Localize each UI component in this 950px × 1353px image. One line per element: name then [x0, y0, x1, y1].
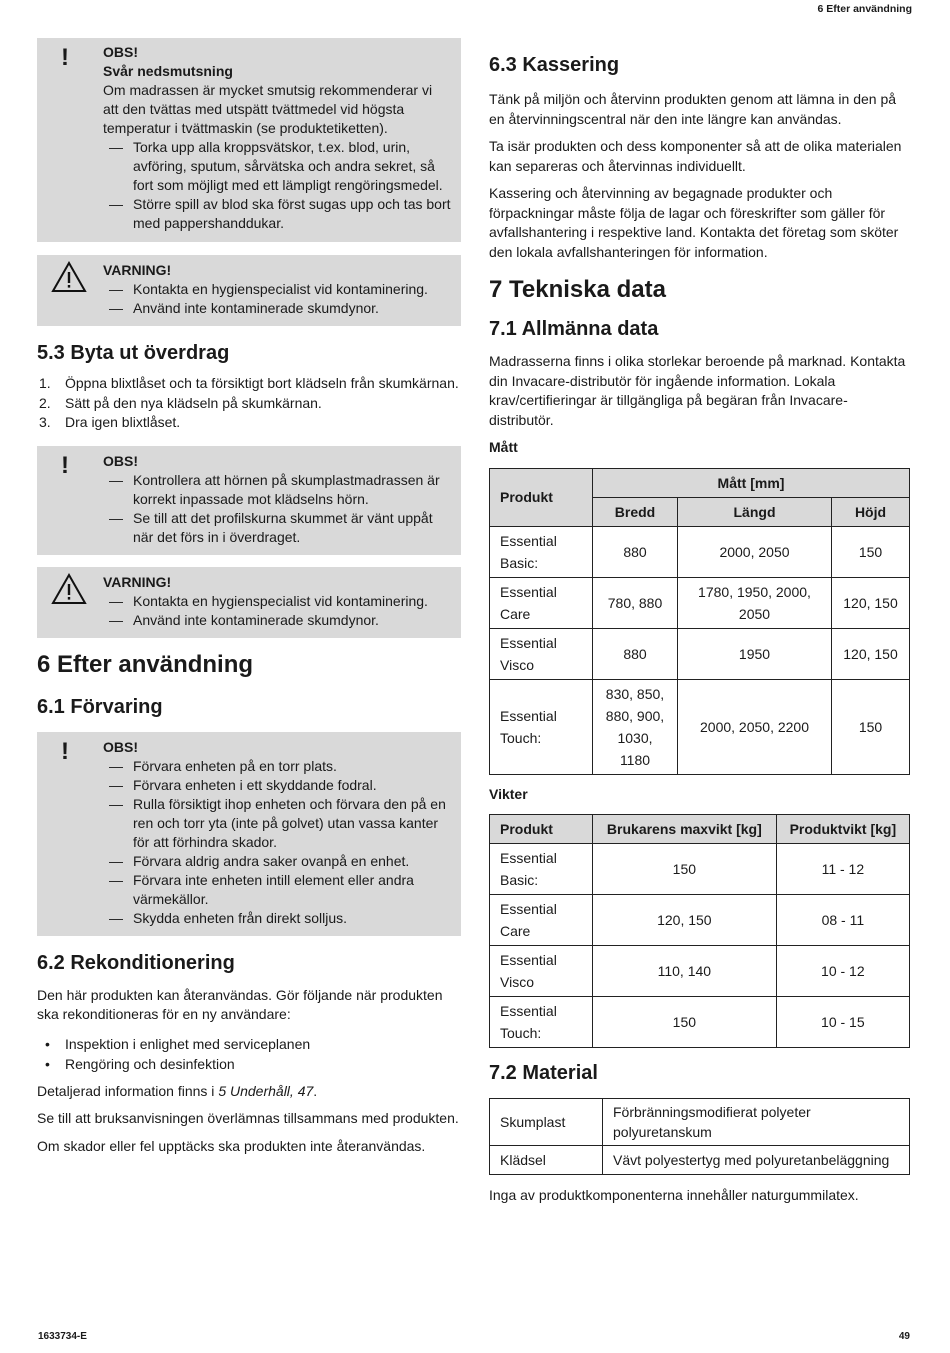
heading-6-3: 6.3 Kassering — [489, 54, 620, 76]
paragraph: Den här produkten kan återanvändas. Gör följande när produkten ska rekonditioneras för en ny användare: — [37, 986, 443, 1022]
subheading-dimensions: Mått — [489, 439, 518, 455]
step-text: Öppna blixtlåset och ta försiktigt bort klädseln från skumkärnan. — [65, 375, 459, 391]
running-header: 6 Efter användning — [817, 3, 912, 15]
paragraph-reference — [37, 1082, 461, 1102]
cell: Essential Touch: — [490, 997, 593, 1048]
warning-item: — Använd inte kontaminerade skumdynor. — [103, 299, 451, 318]
table-row — [490, 628, 910, 679]
notice-subtitle: Svår nedsmutsning — [103, 63, 233, 79]
steps-list — [37, 374, 461, 433]
heading-6-1: 6.1 Förvaring — [37, 695, 163, 718]
exclamation-icon: ! — [61, 44, 69, 71]
column-header: Produkt — [490, 815, 593, 844]
table-row — [490, 946, 910, 997]
cell: 11 - 12 — [776, 844, 909, 895]
table-row — [490, 844, 910, 895]
page-number: 49 — [898, 1331, 910, 1342]
warning-title: VARNING! — [103, 573, 172, 590]
cell: Förbränningsmodifierat polyeter polyuretanskum — [603, 1099, 910, 1146]
cell: Klädsel — [490, 1146, 603, 1175]
notice-text: Om madrassen är mycket smutsig rekommenderar vi att den tvättas med utspätt tvättmedel vid högsta temperatur i tvättmaskin (se produktetiketten). — [103, 82, 433, 136]
cell: Skumplast — [490, 1099, 603, 1146]
notice-title: OBS! — [103, 44, 138, 60]
cell: 10 - 12 — [776, 946, 909, 997]
cell: 2000, 2050, 2200 — [678, 679, 832, 774]
notice-box-soiling — [37, 38, 461, 242]
warning-item: — Kontakta en hygienspecialist vid kontaminering. — [103, 592, 451, 611]
column-header: Höjd — [832, 497, 910, 526]
text: Detaljerad information finns i — [37, 1082, 219, 1099]
cell: 08 - 11 — [776, 895, 909, 946]
cell: 120, 150 — [593, 895, 777, 946]
document-id: 1633734-E — [38, 1331, 87, 1342]
cell: 120, 150 — [832, 628, 910, 679]
step-text: Sätt på den nya klädseln på skumkärnan. — [65, 394, 322, 411]
table-row — [490, 577, 910, 628]
cell: Essential Basic: — [490, 526, 593, 577]
cell: 1780, 1950, 2000, 2050 — [678, 577, 832, 628]
dimensions-table — [489, 468, 910, 775]
heading-7-1: 7.1 Allmänna data — [489, 318, 659, 340]
column-header: Brukarens maxvikt [kg] — [593, 815, 777, 844]
column-header: Längd — [678, 497, 832, 526]
notice-item: — Skydda enheten från direkt solljus. — [103, 909, 451, 928]
warning-box-2 — [37, 567, 461, 638]
paragraph: Inga av produktkomponenterna innehåller naturgummilatex. — [489, 1187, 859, 1203]
step-item — [37, 374, 461, 394]
notice-item: — Större spill av blod ska först sugas upp och tas bort med pappershanddukar. — [103, 195, 451, 233]
paragraph: Ta isär produkten och dess komponenter så att de olika materialen kan separeras och återvinnas individuellt. — [489, 138, 902, 174]
cell: 150 — [832, 679, 910, 774]
notice-title: OBS! — [103, 738, 138, 755]
notice-item: — Kontrollera att hörnen på skumplastmadrassen är korrekt inpassade mot klädselns hörn. — [103, 471, 451, 509]
heading-6: 6 Efter användning — [37, 650, 254, 678]
table-row — [490, 1146, 910, 1175]
notice-item: — Se till att det profilskurna skummet är vänt uppåt när det förs in i överdraget. — [103, 509, 451, 547]
warning-triangle-icon — [51, 261, 87, 293]
cell: 10 - 15 — [776, 997, 909, 1048]
column-header: Mått [mm] — [593, 468, 910, 497]
paragraph: Om skador eller fel upptäcks ska produkten inte återanvändas. — [37, 1137, 426, 1154]
cell: 110, 140 — [593, 946, 777, 997]
notice-item: — Torka upp alla kroppsvätskor, t.ex. blod, urin, avföring, sputum, sårvätska och andra sekret, så fort som möjligt med ett lämpligt rengöringsmedel. — [103, 138, 451, 195]
notice-box-corners — [37, 446, 461, 555]
step-number: 2. — [39, 394, 51, 411]
cell: 1950 — [678, 628, 832, 679]
cross-reference-link[interactable]: 5 Underhåll, 47 — [218, 1082, 314, 1099]
paragraph: Se till att bruksanvisningen överlämnas tillsammans med produkten. — [37, 1110, 459, 1126]
cell: 150 — [593, 844, 777, 895]
warning-item: — Kontakta en hygienspecialist vid kontaminering. — [103, 280, 451, 299]
table-row — [490, 895, 910, 946]
step-text: Dra igen blixtlåset. — [65, 414, 181, 430]
notice-item: — Förvara enheten på en torr plats. — [103, 757, 451, 776]
paragraph: Madrasserna finns i olika storlekar beroende på marknad. Kontakta din Invacare-distributör för ingående information. Lokala krav/certifieringar är tillgängliga på begäran från Invacare-distributör. — [489, 353, 906, 428]
table-row — [490, 679, 910, 774]
column-header: Produktvikt [kg] — [776, 815, 909, 844]
cell: 150 — [593, 997, 777, 1048]
cell: 880 — [593, 628, 678, 679]
notice-box-storage — [37, 732, 461, 936]
cell: 150 — [832, 526, 910, 577]
bullet-item: • Rengöring och desinfektion — [37, 1054, 461, 1074]
exclamation-icon: ! — [61, 737, 69, 765]
notice-title: OBS! — [103, 452, 138, 469]
notice-item: — Förvara inte enheten intill element eller andra värmekällor. — [103, 871, 451, 909]
text: . — [313, 1082, 318, 1099]
heading-6-2: 6.2 Rekonditionering — [37, 951, 235, 974]
exclamation-icon: ! — [61, 451, 69, 479]
paragraph: Tänk på miljön och återvinn produkten genom att lämna in den på en återvinningscentral när den inte längre kan användas. — [489, 91, 897, 127]
table-row — [490, 997, 910, 1048]
heading-7-2: 7.2 Material — [489, 1062, 598, 1084]
warning-box-1 — [37, 255, 461, 326]
material-table — [489, 1098, 910, 1175]
column-header: Produkt — [490, 468, 593, 526]
paragraph: Kassering och återvinning av begagnade produkter och förpackningar måste följa de lagar och föreskrifter som gäller för avfallshantering i respektive land. Kontakta det företag som sköter den lokala avfallshanteringen för information. — [489, 185, 899, 260]
heading-7: 7 Tekniska data — [489, 276, 666, 303]
cell: Essential Visco — [490, 628, 593, 679]
table-row — [490, 526, 910, 577]
heading-5-3: 5.3 Byta ut överdrag — [37, 342, 230, 364]
cell: 2000, 2050 — [678, 526, 832, 577]
warning-triangle-icon — [51, 573, 87, 605]
cell: 120, 150 — [832, 577, 910, 628]
left-column — [37, 38, 461, 1156]
cell: Essential Visco — [490, 946, 593, 997]
notice-item: — Rulla försiktigt ihop enheten och förvara den på en ren och torr yta (inte på golvet) utan vassa kanter för att förhindra skador. — [103, 795, 451, 852]
step-number: 3. — [39, 414, 51, 430]
table-row — [490, 1099, 910, 1146]
cell: 880 — [593, 526, 678, 577]
bullet-item: • Inspektion i enlighet med serviceplanen — [37, 1034, 461, 1054]
bullet-list — [37, 1034, 461, 1074]
cell: Essential Touch: — [490, 679, 593, 774]
notice-item: — Förvara enheten i ett skyddande fodral. — [103, 776, 451, 795]
column-header: Bredd — [593, 497, 678, 526]
warning-item: — Använd inte kontaminerade skumdynor. — [103, 611, 451, 630]
step-item — [37, 413, 461, 433]
step-number: 1. — [39, 375, 51, 391]
step-item — [37, 394, 461, 414]
cell: Vävt polyestertyg med polyuretanbeläggning — [603, 1146, 910, 1175]
warning-title: VARNING! — [103, 262, 172, 278]
notice-item: — Förvara aldrig andra saker ovanpå en enhet. — [103, 852, 451, 871]
cell: Essential Care — [490, 577, 593, 628]
cell: Essential Basic: — [490, 844, 593, 895]
cell: 830, 850, 880, 900, 1030, 1180 — [593, 679, 678, 774]
right-column — [489, 38, 912, 1206]
weights-table — [489, 814, 910, 1048]
subheading-weights: Vikter — [489, 785, 528, 802]
cell: 780, 880 — [593, 577, 678, 628]
cell: Essential Care — [490, 895, 593, 946]
